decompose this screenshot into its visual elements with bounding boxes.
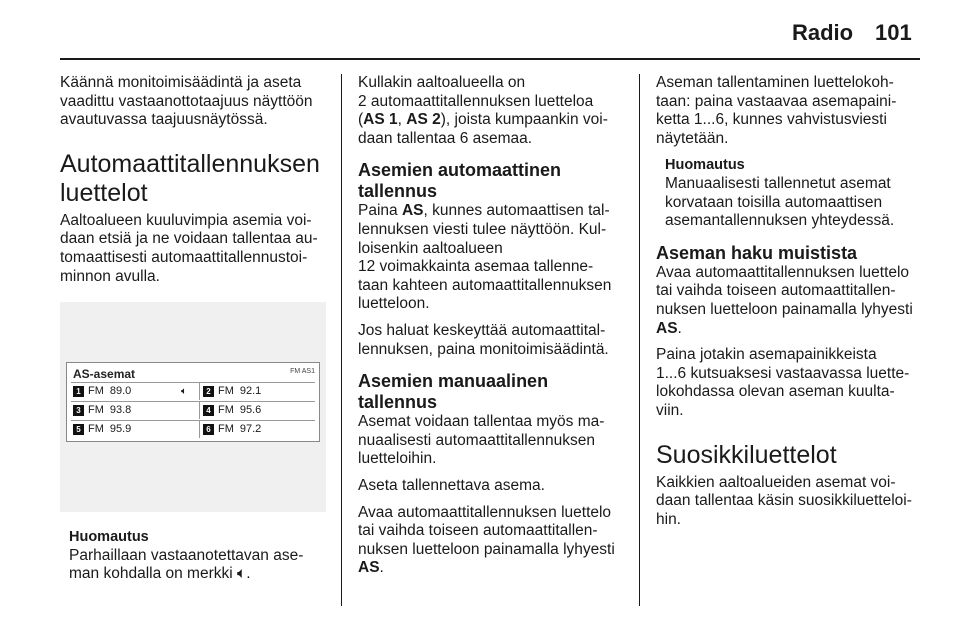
intro-paragraph: Käännä monitoimisäädintä ja aseta vaadittu vastaanottotaajuus näyttöön avautuvassa taajuusnäytössä. [60,74,313,129]
as-stations-figure [60,302,326,512]
preset-row [71,382,315,399]
store-position-paragraph: Aseman tallentaminen luettelokoh- taan: paina vastaavaa asemapaini- ketta 1...6, kunnes vahvistusviesti näytetään. [656,74,897,147]
header-rule [60,58,920,60]
section-title: Radio [792,20,854,45]
heading-auto-lists: Automaattitallennuksen luettelot [60,149,320,207]
column-2 [358,74,626,586]
as-stations-screen [66,362,320,442]
heading-memory-search: Aseman haku muistista [656,242,858,263]
heading-favourites: Suosikkiluettelot [656,440,837,469]
note-text: man kohdalla on merkki 🔈︎. [69,565,251,583]
preset-row [71,420,315,437]
page-number: 101 [875,20,912,45]
preset-5[interactable]: 5 FM 95.9 [73,421,191,438]
band-label: FM AS1 [290,368,315,376]
manual-paragraph: Asemat voidaan tallentaa myös ma- nuaalisesti automaattitallennuksen luetteloihin. [358,413,605,468]
open-list-paragraph: Avaa automaattitallennuksen luettelo tai vaihda toiseen automaattitallen- nuksen luetteloon painamalla lyhyesti AS. [358,503,615,577]
preset-4[interactable]: 4 FM 95.6 [199,402,317,419]
column-1 [60,74,326,584]
note-box [656,156,924,230]
note-title: Huomautus [69,529,149,546]
favourites-paragraph: Kaikkien aaltoalueiden asemat voi- daan tallentaa käsin suosikkiluetteloi- hin. [656,473,912,528]
preset-3[interactable]: 3 FM 93.8 [73,402,191,419]
note-box [60,528,326,584]
speaker-icon: 🔈︎ [181,386,187,398]
column-divider [639,74,640,606]
note-title: Huomautus [665,157,745,174]
note-text: korvataan toisilla automaattisen [665,193,883,211]
preset-1[interactable]: 1 FM 89.0 🔈︎ [73,383,191,400]
preset-6[interactable]: 6 FM 97.2 [199,421,317,438]
heading-manual-store: Asemien manuaalinen tallennus [358,371,549,413]
preset-row [71,401,315,418]
note-text: asemantallennuksen yhteydessä. [665,212,895,230]
set-station-paragraph: Aseta tallennettava asema. [358,476,545,494]
column-divider [341,74,342,606]
heading-auto-store: Asemien automaattinen tallennus [358,160,562,202]
memory-search-paragraph: Avaa automaattitallennuksen luettelo tai vaihda toiseen automaattitallen- nuksen luetteloon painamalla lyhyesti AS. [656,263,913,337]
preset-2[interactable]: 2 FM 92.1 [199,383,317,400]
auto-store-paragraph: Paina AS, kunnes automaattisen tal- lennuksen viesti tulee näyttöön. Kul- loisenkin aaltoalueen 12 voimakkainta asemaa tallenne- taan kahteen automaattitallennuksen luetteloon. [358,202,612,313]
note-text: Manuaalisesti tallennetut asemat [665,174,891,192]
cancel-paragraph: Jos haluat keskeyttää automaattital- lennuksen, paina monitoimisäädintä. [358,321,609,358]
screen-title: AS-asemat [73,367,136,382]
note-text: Parhaillaan vastaanotettavan ase- [69,546,304,564]
auto-lists-paragraph: Aaltoalueen kuuluvimpia asemia voi- daan etsiä ja ne voidaan tallentaa au- tomaattisesti automaattitallennustoi- minnon avulla. [60,211,318,285]
lists-paragraph: Kullakin aaltoalueella on 2 automaattitallennuksen luetteloa (AS 1, AS 2), joista kumpaankin voi- daan tallentaa 6 asemaa. [358,74,608,147]
column-3 [656,74,924,537]
press-button-paragraph: Paina jotakin asemapainikkeista 1...6 kutsuaksesi vastaavassa luette- lokohdassa olevan aseman kuulta- viin. [656,346,910,419]
